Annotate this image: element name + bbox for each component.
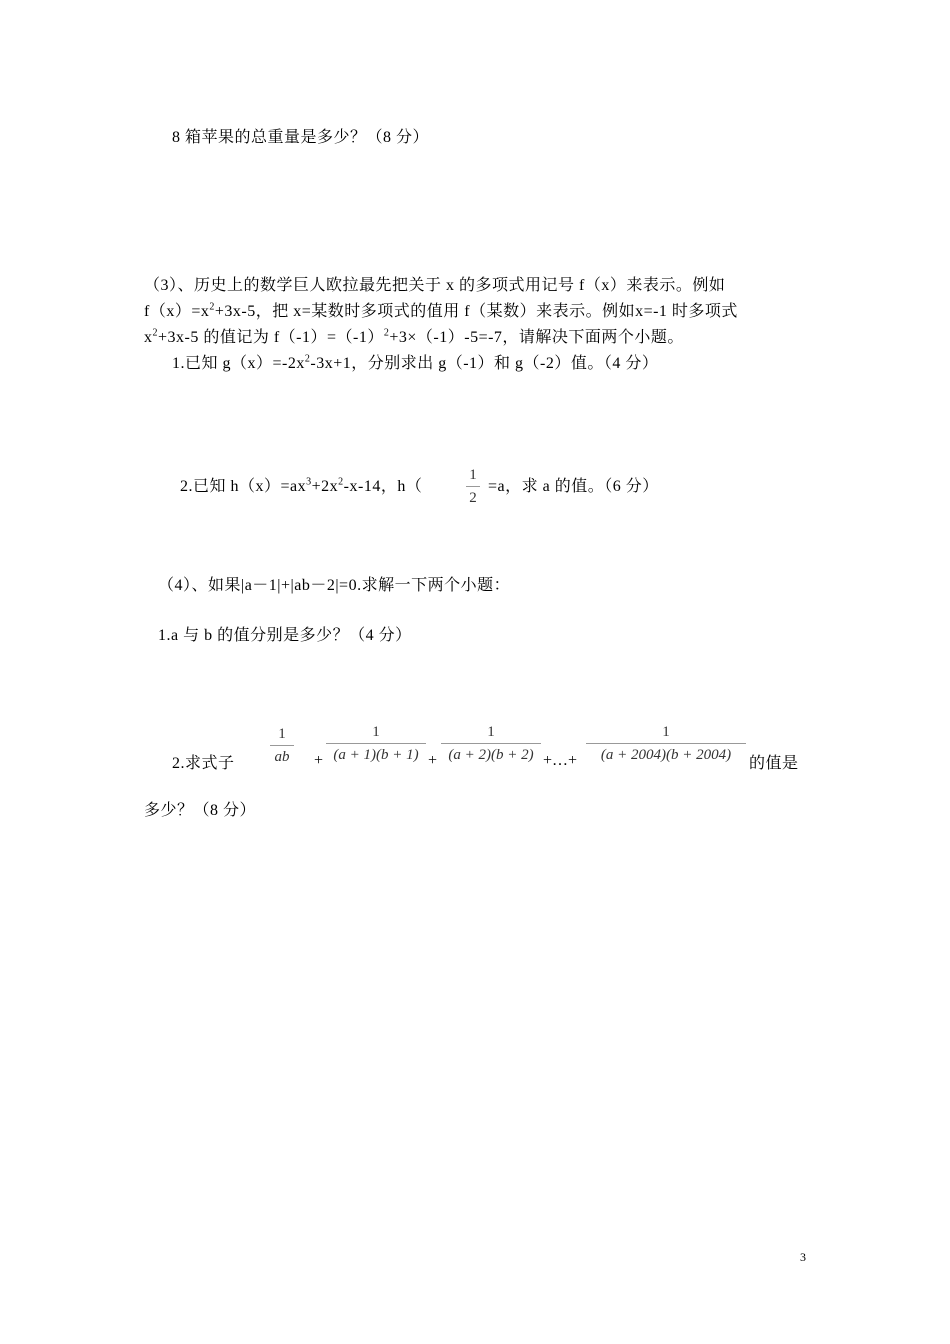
q4-sub1 <box>158 626 412 646</box>
fraction-term-1 <box>326 723 426 764</box>
q3-text: +3×（-1）-5=-7，请解决下面两个小题。 <box>389 329 684 346</box>
q3-text: x <box>144 329 153 346</box>
q4-sub2-line2 <box>144 801 256 821</box>
fraction-one-half <box>466 466 480 507</box>
fraction-denominator: (a + 2004)(b + 2004) <box>600 747 732 763</box>
fraction-bar <box>586 743 746 744</box>
fraction-numerator: 1 <box>469 467 477 483</box>
q3-sub1-text: -3x+1，分别求出 g（-1）和 g（-2）值。（4 分） <box>310 355 659 372</box>
q4-sub2-text: 多少？（8 分） <box>144 802 257 819</box>
fraction-bar <box>441 743 541 744</box>
question-prev-line <box>172 128 429 148</box>
q4-sub2-label <box>172 754 235 774</box>
superscript: 2 <box>304 353 311 365</box>
q3-intro-line2 <box>144 302 738 322</box>
q3-sub2 <box>180 477 422 497</box>
fraction-term-2004 <box>586 723 746 764</box>
q4-text: （4）、如果|a－1|+|ab－2|=0.求解一下两个小题： <box>158 577 511 594</box>
fraction-numerator: 1 <box>487 724 495 740</box>
q3-intro-line3 <box>144 328 684 348</box>
q3-sub2-text: -x-14，h（ <box>343 478 423 495</box>
q3-text: f（x）=x <box>144 303 210 320</box>
fraction-denominator: 2 <box>469 490 477 506</box>
fraction-term-2 <box>441 723 541 764</box>
fraction-1-over-ab <box>270 725 294 766</box>
question-text: 8 箱苹果的总重量是多少？（8 分） <box>172 129 430 146</box>
fraction-denominator: ab <box>274 749 290 765</box>
q4-intro <box>158 576 510 596</box>
q3-sub2-tail <box>488 477 659 497</box>
fraction-numerator: 1 <box>278 726 286 742</box>
q3-text: +3x-5，把 x=某数时多项式的值用 f（某数）来表示。例如x=-1 时多项式 <box>214 303 738 320</box>
superscript: 2 <box>338 476 344 488</box>
superscript: 2 <box>152 327 158 339</box>
q3-sub1-text: 1.已知 g（x）=-2x <box>172 355 305 372</box>
fraction-bar <box>270 745 294 746</box>
fraction-bar <box>466 486 480 487</box>
superscript: 2 <box>383 327 390 339</box>
superscript: 2 <box>209 301 215 313</box>
plus-sign: + <box>428 752 438 769</box>
q3-sub2-text: =a，求 a 的值。（6 分） <box>488 478 659 495</box>
q3-intro-line1 <box>144 276 725 296</box>
q3-text: +3x-5 的值记为 f（-1）=（-1） <box>158 329 384 346</box>
q3-text: （3）、历史上的数学巨人欧拉最先把关于 x 的多项式用记号 f（x）来表示。例如 <box>144 277 726 294</box>
fraction-bar <box>326 743 426 744</box>
superscript: 3 <box>306 476 312 488</box>
q4-sub1-text: 1.a 与 b 的值分别是多少？（4 分） <box>158 627 412 644</box>
fraction-numerator: 1 <box>372 724 380 740</box>
q4-sub2-text: 的值是 <box>749 755 799 772</box>
plus-sign: + <box>314 752 324 769</box>
fraction-numerator: 1 <box>662 724 670 740</box>
fraction-denominator: (a + 1)(b + 1) <box>333 747 419 763</box>
q3-sub2-text: 2.已知 h（x）=ax <box>180 478 307 495</box>
q3-sub2-text: +2x <box>311 478 339 495</box>
page-number: 3 <box>800 1250 806 1264</box>
q4-sub2-text: 2.求式子 <box>172 755 235 772</box>
fraction-denominator: (a + 2)(b + 2) <box>448 747 534 763</box>
q3-sub1 <box>172 354 658 374</box>
ellipsis-plus: +…+ <box>543 752 578 769</box>
q4-sub2-tail <box>749 754 799 774</box>
